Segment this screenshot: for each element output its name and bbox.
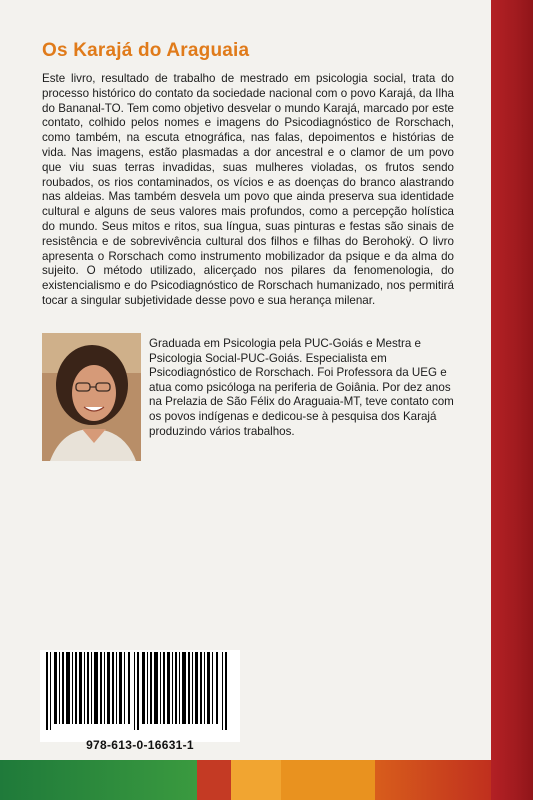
cover-spine-band bbox=[491, 0, 533, 800]
isbn-number: 978-613-0-16631-1 bbox=[86, 738, 194, 752]
bottom-color-bands bbox=[0, 760, 491, 800]
band-yellow bbox=[231, 760, 281, 800]
band-red bbox=[197, 760, 231, 800]
band-red-orange bbox=[375, 760, 491, 800]
band-orange bbox=[281, 760, 375, 800]
author-photo bbox=[42, 333, 141, 461]
author-portrait-icon bbox=[42, 333, 141, 461]
barcode-icon bbox=[44, 652, 234, 730]
barcode bbox=[40, 650, 240, 742]
band-green bbox=[0, 760, 197, 800]
book-title: Os Karajá do Araguaia bbox=[42, 40, 250, 61]
author-bio: Graduada em Psicologia pela PUC-Goiás e Mestra e Psicologia Social-PUC-Goiás. Especialista em Psicodiagnóstico de Rorschach. Foi Professora da UEG e atua como psicóloga na periferia de Goiânia. Por dez anos na Prelazia de São Félix do Araguaia-MT, teve contato com os povos indígenas e dedicou-se à pesquisa dos Karajá produzindo vários trabalhos. bbox=[149, 337, 454, 438]
book-synopsis: Este livro, resultado de trabalho de mestrado em psicologia social, trata do processo histórico do contato da sociedade nacional com o povo Karajá, da Ilha do Bananal-TO. Tem como objetivo desvelar o mundo Karajá, marcado por este contato, colhido pelos nomes e imagens do Psicodiagnóstico de Rorschach, como também, na escuta etnográfica, nas falas, depoimentos e histórias de vida. Nas imagens, estão plasmadas a dor ancestral e o clamor de um povo que viu suas terras invadidas, suas mulheres violadas, os frutos sendo roubados, os rios contaminados, os vícios e as doenças do branco alastrando nas aldeias. Mas também desvela um povo que ainda preserva sua identidade cultural e alguns de seus valores mais profundos, como a percepção holística do mundo. Seus mitos e ritos, sua língua, suas pinturas e festas são sinais de resistência e de sobrevivência cultural dos filhos e filhas do Berohokÿ. O livro apresenta o Rorschach como instrumento mobilizador da psique e da alma do sujeito. O método utilizado, alicerçado nos pilares da fenomenologia, do existencialismo e do Psicodiagnóstico de Rorschach humanizado, nos permitirá tocar a singular subjetividade desse povo e sua herança milenar. bbox=[42, 72, 454, 307]
